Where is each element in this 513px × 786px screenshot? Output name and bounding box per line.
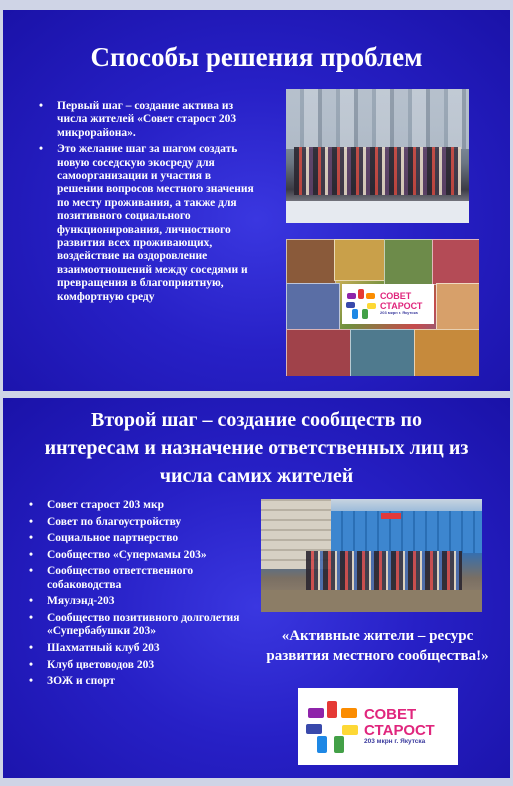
list-item xyxy=(25,499,250,512)
collage-tile xyxy=(334,239,386,281)
list-item xyxy=(25,516,250,529)
slide-2-bullet-list xyxy=(25,499,250,692)
logo-title: СОВЕТ СТАРОСТ xyxy=(364,706,435,740)
list-item xyxy=(25,642,250,655)
collage-tile xyxy=(384,239,434,285)
list-item-text: Сообщество «Супермамы 203» xyxy=(47,548,207,561)
collage-tile xyxy=(436,283,479,331)
bullet-icon: • xyxy=(39,143,44,156)
list-item-text: Социальное партнерство xyxy=(47,532,179,545)
list-item-text: ЗОЖ и спорт xyxy=(47,675,115,688)
bullet-icon: • xyxy=(29,515,34,528)
council-logo xyxy=(298,688,458,765)
logo-subtitle: 203 мкрн г. Якутска xyxy=(380,310,418,316)
bullet-icon: • xyxy=(29,611,34,624)
bullet-icon: • xyxy=(29,641,34,654)
bullet-icon: • xyxy=(29,658,34,671)
list-item xyxy=(25,659,250,672)
slide-1-title: Способы решения проблем xyxy=(90,42,423,72)
list-item-text: Сообщество позитивного долголетия «Супербабушки 203» xyxy=(47,611,240,638)
list-item xyxy=(25,565,250,592)
slogan-quote: «Активные жители – ресурс развития местного сообщества!» xyxy=(266,628,489,664)
list-item xyxy=(35,143,260,304)
slide-1-bullet-list xyxy=(35,100,260,307)
collage-tile xyxy=(286,239,336,285)
bullet-icon: • xyxy=(39,100,44,112)
slide-1 xyxy=(3,10,510,391)
group-photo-winter xyxy=(286,89,469,223)
flower-logo-icon xyxy=(306,701,358,753)
list-item-text: Клуб цветоводов 203 xyxy=(47,658,155,671)
list-item xyxy=(25,549,250,562)
list-item-text: Сообщество ответственного собаководства xyxy=(47,565,194,591)
list-item-text: Мяулэнд-203 xyxy=(47,595,115,608)
cleanup-group-photo xyxy=(261,499,482,612)
bullet-icon: • xyxy=(29,532,34,545)
bullet-icon: • xyxy=(29,565,34,578)
bullet-icon: • xyxy=(29,675,34,688)
logo-title: СОВЕТ СТАРОСТ xyxy=(380,291,423,311)
list-item-text: Шахматный клуб 203 xyxy=(47,641,160,654)
bullet-icon: • xyxy=(29,499,34,511)
list-item xyxy=(25,595,250,608)
collage-photo xyxy=(286,239,479,376)
list-item-text: Первый шаг – создание актива из числа жителей «Совет старост 203 микрорайона». xyxy=(57,100,237,139)
list-item-text: Это желание шаг за шагом создать новую соседскую экосреду для самоорганизации и участия в решении вопросов местного значения по месту проживания, а также для позитивного социального функционирования, личностного развития всех проживающих, воздействие на оздоровление взаимоотношений между соседями и превращения в благоприятную, комфортную среду xyxy=(57,143,254,303)
list-item xyxy=(25,675,250,688)
collage-tile xyxy=(432,239,479,285)
list-item xyxy=(35,100,260,140)
collage-tile xyxy=(414,329,479,376)
bullet-icon: • xyxy=(29,548,34,561)
list-item-text: Совет старост 203 мкр xyxy=(47,499,165,511)
collage-tile xyxy=(350,329,416,376)
slide-2-title: Второй шаг – создание сообществ по интересам и назначение ответственных лиц из числа самих жителей xyxy=(44,409,469,487)
collage-tile xyxy=(286,283,340,331)
council-logo xyxy=(342,284,434,324)
logo-subtitle: 203 мкрн г. Якутска xyxy=(364,737,426,745)
slide-2 xyxy=(3,398,510,778)
list-item xyxy=(25,612,250,639)
flower-logo-icon xyxy=(346,289,376,319)
list-item-text: Совет по благоустройству xyxy=(47,515,182,528)
bullet-icon: • xyxy=(29,595,34,608)
collage-tile xyxy=(286,329,352,376)
list-item xyxy=(25,532,250,545)
